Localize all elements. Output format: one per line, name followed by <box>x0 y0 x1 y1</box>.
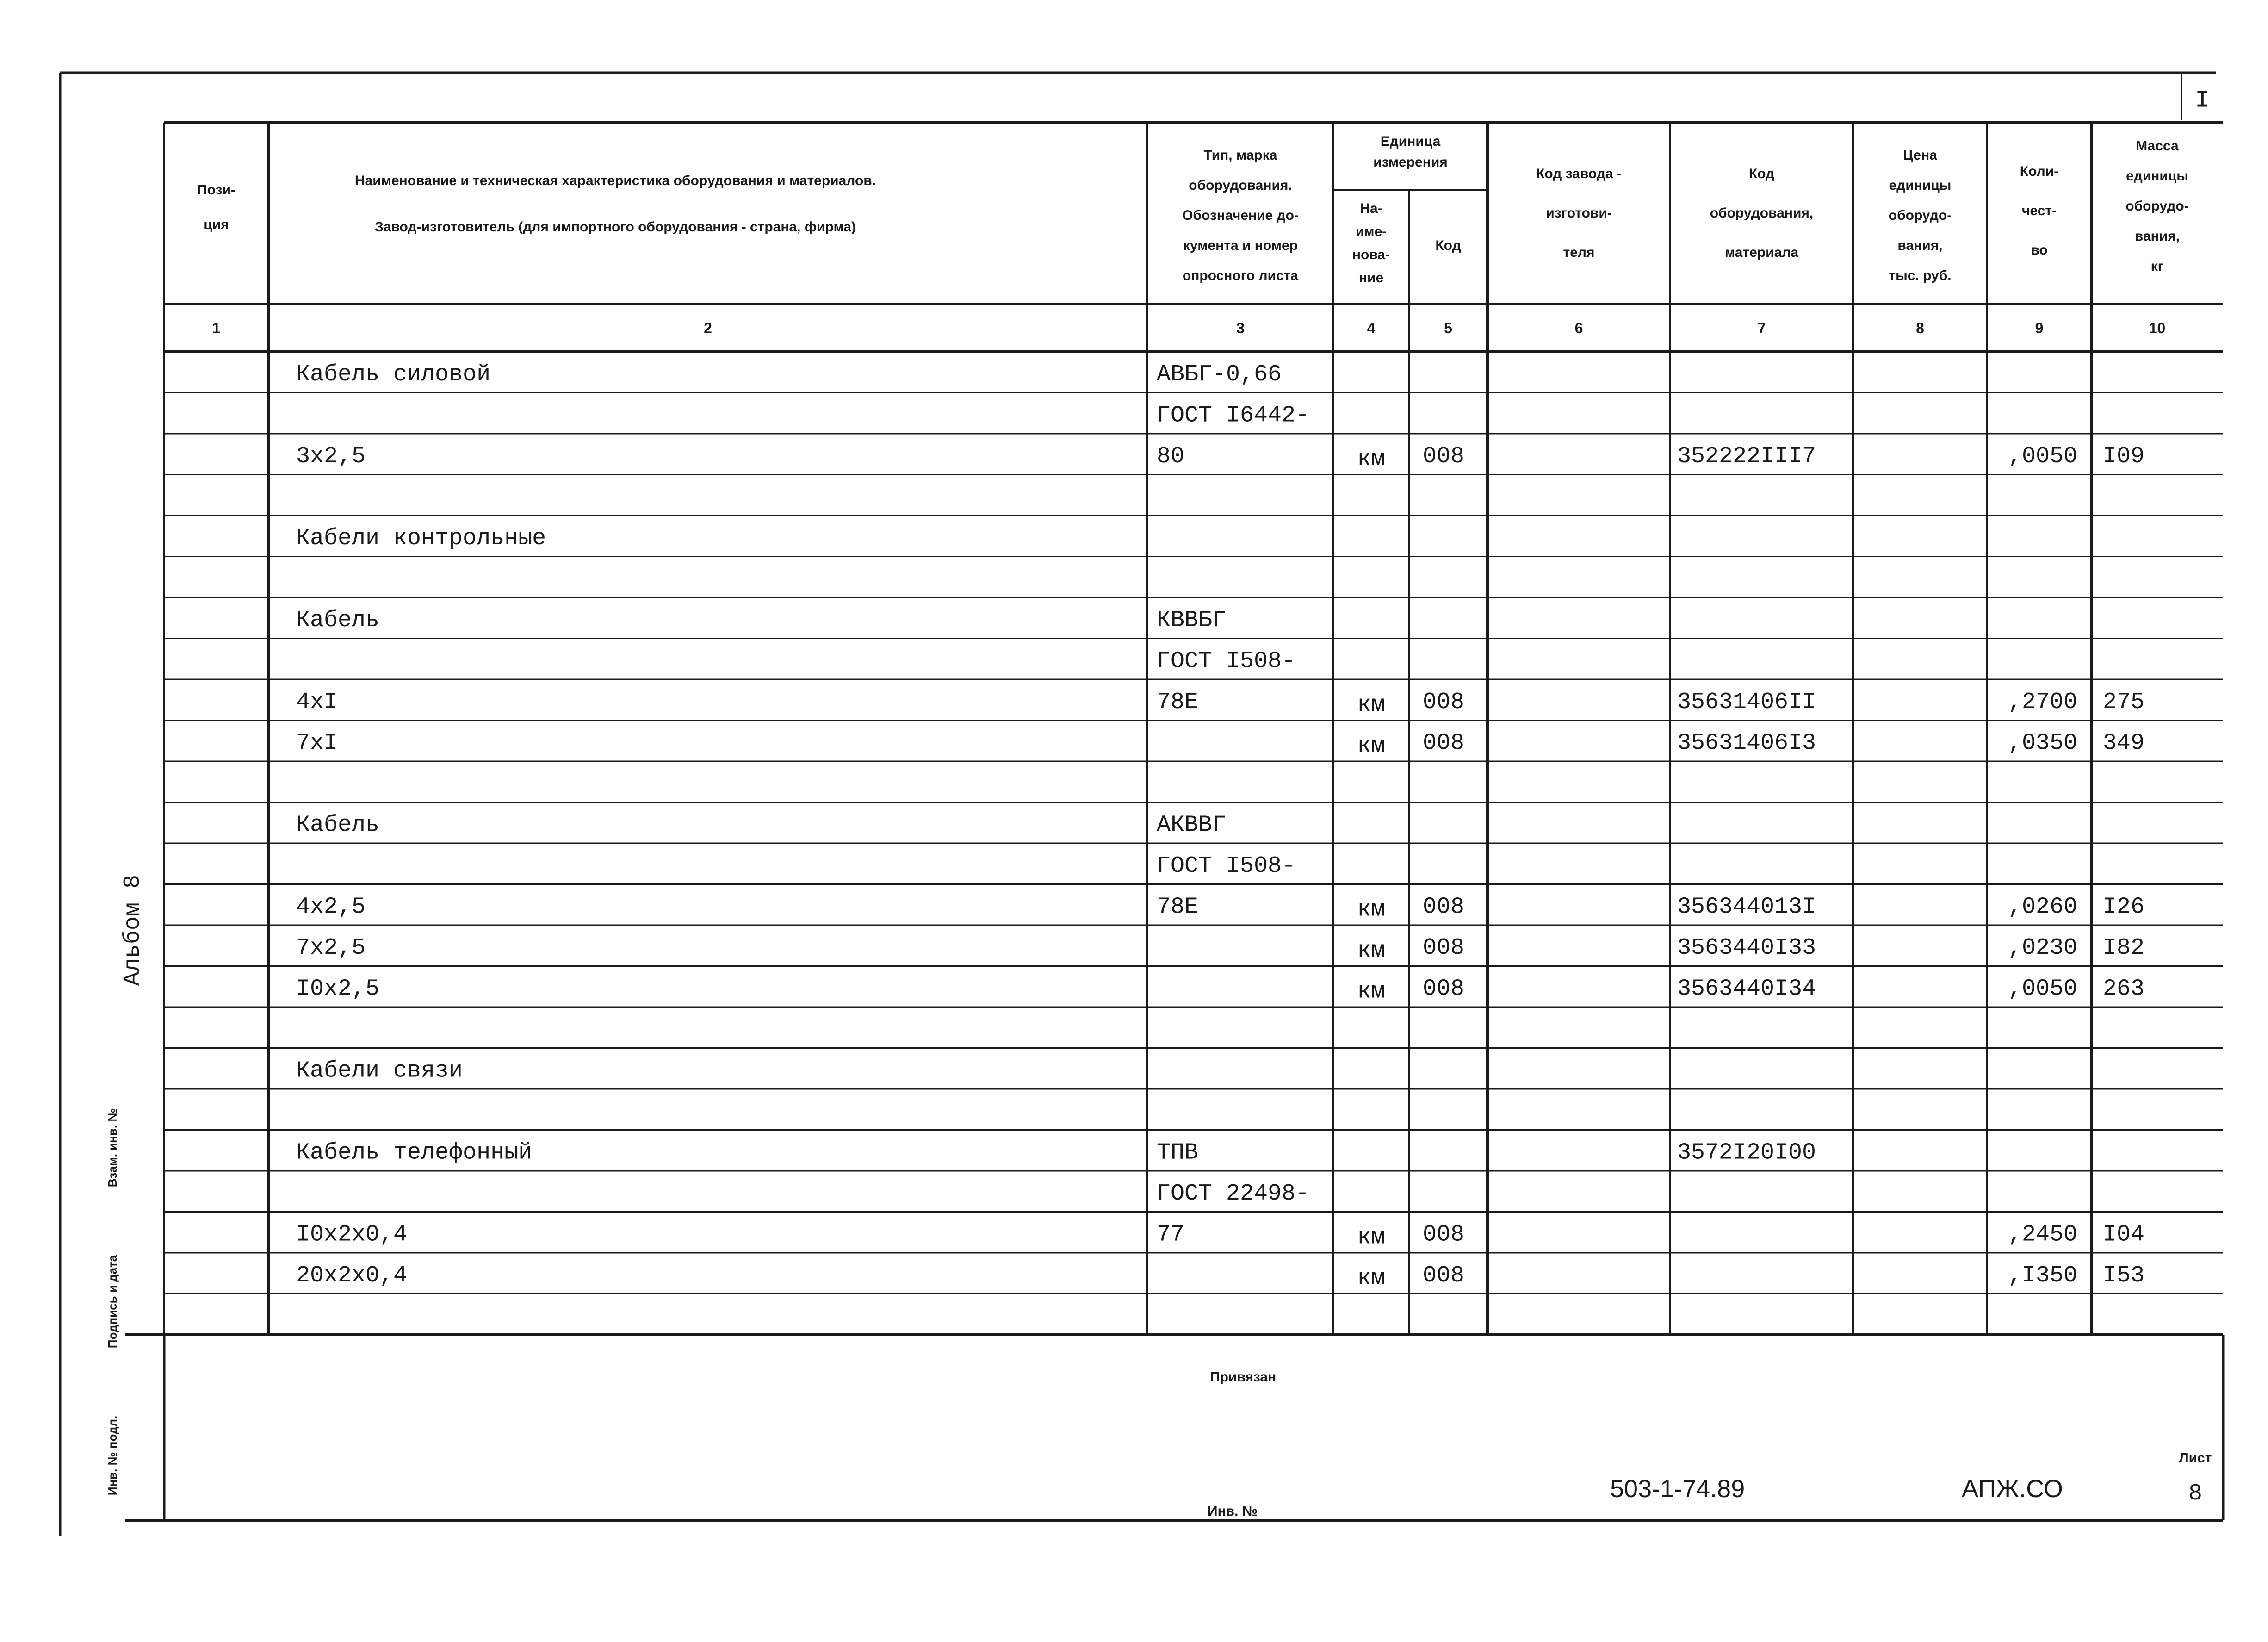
column-number: 10 <box>2149 320 2166 336</box>
album-label: Альбом 8 <box>120 874 146 986</box>
cell-type: ГОСТ 22498- <box>1157 1181 1310 1207</box>
cell-unit-code: 008 <box>1423 443 1465 470</box>
cell-name: Кабели контрольные <box>296 525 546 552</box>
cell-name: Кабели связи <box>296 1057 463 1084</box>
header-name: Наименование и техническая характеристика оборудования и материалов. <box>354 173 876 188</box>
cell-name: 7xI <box>296 730 338 757</box>
header-price: тыс. руб. <box>1889 268 1952 283</box>
cell-name: 4xI <box>296 689 338 715</box>
header-mass: вания, <box>2134 229 2180 244</box>
header-type: кумента и номер <box>1183 238 1298 253</box>
side-stamp <box>102 875 146 1523</box>
header-material-code: Код <box>1748 166 1775 181</box>
bound-label: Привязан <box>1210 1369 1277 1385</box>
header-type: оборудования. <box>1189 178 1292 193</box>
cell-unit: км <box>1357 733 1385 759</box>
cell-quantity: ,2450 <box>2008 1221 2077 1248</box>
cell-quantity: ,0350 <box>2008 730 2077 757</box>
document-code: АПЖ.СО <box>1962 1475 2063 1503</box>
header-factory-code: теля <box>1563 245 1595 260</box>
header-quantity: во <box>2031 243 2048 258</box>
header-mass: кг <box>2150 259 2164 274</box>
corner-sheet-number: I <box>2195 87 2210 114</box>
sheet-number: 8 <box>2188 1480 2203 1507</box>
header-price: оборудо- <box>1888 208 1952 223</box>
cell-name: Кабель силовой <box>296 361 491 388</box>
cell-name: 20x2x0,4 <box>296 1263 408 1289</box>
cell-type: АВБГ-0,66 <box>1157 361 1282 388</box>
header-position: ция <box>204 217 229 232</box>
cell-mass: I26 <box>2103 894 2145 921</box>
column-number: 8 <box>1916 320 1924 336</box>
header-type: Обозначение до- <box>1182 208 1299 223</box>
header-name: Завод-изготовитель (для импортного оборудования - страна, фирма) <box>375 219 856 235</box>
table-body <box>296 361 2144 1292</box>
column-number: 4 <box>1367 320 1376 336</box>
cell-unit-code: 008 <box>1423 689 1465 715</box>
cell-type: ГОСТ I508- <box>1157 853 1296 879</box>
header-quantity: Коли- <box>2020 164 2059 179</box>
column-number: 3 <box>1236 320 1245 336</box>
header-unit-name: име- <box>1355 224 1387 239</box>
cell-unit: км <box>1357 692 1385 718</box>
cell-quantity: ,I350 <box>2008 1263 2077 1289</box>
cell-mass: 275 <box>2103 689 2145 715</box>
cell-material-code: 3572I20I00 <box>1677 1139 1816 1166</box>
cell-type: АКВВГ <box>1157 812 1227 839</box>
header-price: вания, <box>1897 238 1943 253</box>
header-material-code: оборудования, <box>1710 205 1814 221</box>
column-number: 1 <box>212 320 221 336</box>
cell-name: Кабель <box>296 607 380 634</box>
header-factory-code: Код завода - <box>1536 166 1622 181</box>
header-mass: единицы <box>2126 168 2188 184</box>
header-price: Цена <box>1903 148 1937 163</box>
cell-name: 4x2,5 <box>296 894 366 921</box>
cell-name: I0x2,5 <box>296 976 380 1002</box>
header-factory-code: изготови- <box>1546 205 1612 221</box>
cell-name: Кабель телефонный <box>296 1139 533 1166</box>
table-header <box>197 134 2189 286</box>
cell-name: I0x2x0,4 <box>296 1221 408 1248</box>
cell-unit-code: 008 <box>1423 935 1465 961</box>
side-stamp-label: Взам. инв. № <box>105 1108 119 1188</box>
header-quantity: чест- <box>2021 203 2057 218</box>
cell-unit-code: 008 <box>1423 1221 1465 1248</box>
cell-material-code: 35631406II <box>1677 689 1816 715</box>
cell-material-code: 3563440I34 <box>1677 976 1816 1002</box>
cell-material-code: 35631406I3 <box>1677 730 1816 757</box>
cell-material-code: 3563440I33 <box>1677 935 1816 961</box>
header-unit-name: На- <box>1360 201 1382 216</box>
cell-mass: I82 <box>2103 935 2145 961</box>
cell-unit: км <box>1357 1265 1385 1292</box>
cell-type: ТПВ <box>1157 1139 1199 1166</box>
cell-type: ГОСТ I508- <box>1157 648 1296 675</box>
header-unit-group: Единица <box>1380 134 1441 149</box>
cell-name: Кабель <box>296 812 380 839</box>
header-material-code: материала <box>1724 245 1799 260</box>
cell-quantity: ,0050 <box>2008 443 2077 470</box>
cell-unit: км <box>1357 1224 1385 1251</box>
inventory-label: Инв. № <box>1208 1504 1258 1519</box>
cell-unit: км <box>1357 938 1385 964</box>
cell-type: 80 <box>1157 443 1185 470</box>
cell-mass: I09 <box>2103 443 2145 470</box>
header-unit-code: Код <box>1435 238 1461 253</box>
cell-quantity: ,2700 <box>2008 689 2077 715</box>
cell-name: 3x2,5 <box>296 443 366 470</box>
column-number: 2 <box>704 320 712 336</box>
header-position: Пози- <box>197 182 235 198</box>
header-unit-name: нова- <box>1352 247 1390 262</box>
cell-name: 7x2,5 <box>296 935 366 961</box>
side-stamp-label: Инв. № подл. <box>105 1415 119 1496</box>
cell-unit: км <box>1357 446 1385 473</box>
cell-type: 77 <box>1157 1221 1185 1248</box>
cell-unit-code: 008 <box>1423 976 1465 1002</box>
header-unit-name: ние <box>1358 270 1384 286</box>
cell-unit: км <box>1357 978 1385 1005</box>
header-mass: Масса <box>2136 138 2179 154</box>
cell-type: 78Е <box>1157 689 1199 715</box>
cell-unit-code: 008 <box>1423 1263 1465 1289</box>
cell-mass: I53 <box>2103 1263 2145 1289</box>
cell-mass: 263 <box>2103 976 2145 1002</box>
cell-mass: I04 <box>2103 1221 2145 1248</box>
column-numbers <box>212 320 2166 336</box>
cell-unit-code: 008 <box>1423 894 1465 921</box>
cell-quantity: ,0260 <box>2008 894 2077 921</box>
cell-unit-code: 008 <box>1423 730 1465 757</box>
column-number: 9 <box>2035 320 2044 336</box>
cell-type: КВВБГ <box>1157 607 1227 634</box>
column-number: 7 <box>1757 320 1766 336</box>
header-unit-group: измерения <box>1373 155 1448 170</box>
sheet-frame <box>60 73 2223 1536</box>
sheet-label: Лист <box>2179 1450 2212 1466</box>
cell-material-code: 356344013I <box>1677 894 1816 921</box>
title-block <box>1205 1368 2223 1520</box>
header-price: единицы <box>1889 178 1952 193</box>
cell-unit: км <box>1357 896 1385 923</box>
cell-quantity: ,0050 <box>2008 976 2077 1002</box>
column-number: 6 <box>1574 320 1583 336</box>
document-designation: 503-1-74.89 <box>1610 1475 1745 1503</box>
cell-mass: 349 <box>2103 730 2145 757</box>
cell-type: 78Е <box>1157 894 1199 921</box>
side-stamp-label: Подпись и дата <box>105 1255 119 1349</box>
header-mass: оборудо- <box>2125 199 2189 214</box>
header-type: опросного листа <box>1182 268 1299 283</box>
cell-material-code: 352222III7 <box>1677 443 1816 470</box>
column-number: 5 <box>1444 320 1452 336</box>
header-type: Тип, марка <box>1203 148 1277 163</box>
cell-quantity: ,0230 <box>2008 935 2077 961</box>
cell-type: ГОСТ I6442- <box>1157 402 1310 429</box>
